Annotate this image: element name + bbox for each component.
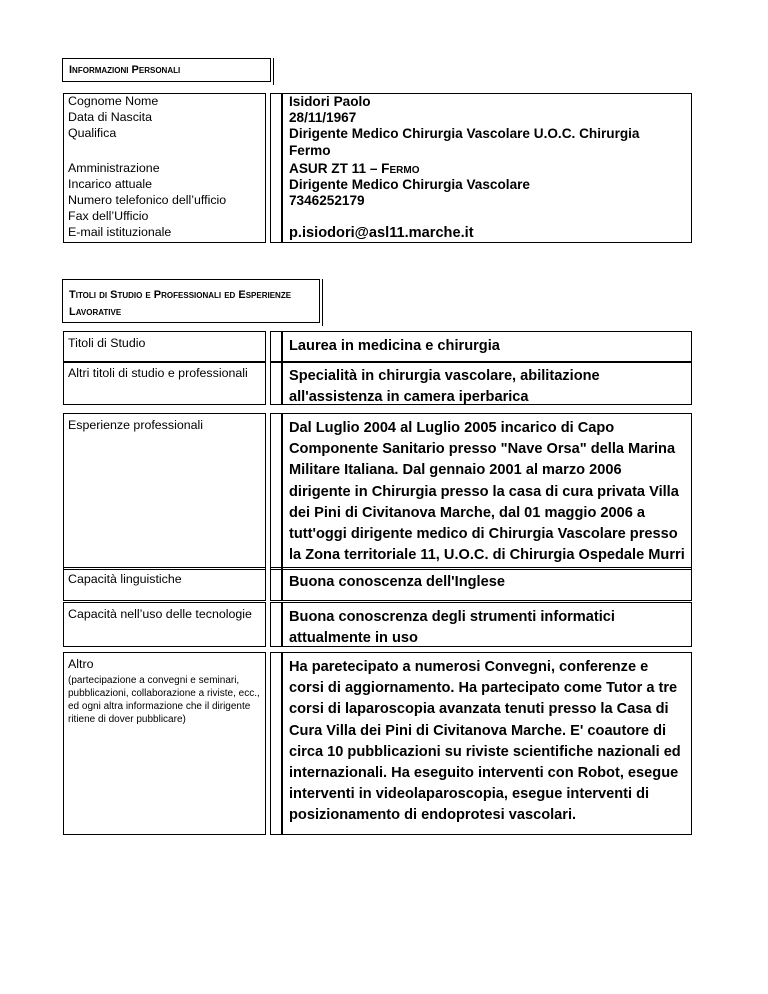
spacer-column xyxy=(270,413,282,570)
label-altri-titoli: Altri titoli di studio e professionali xyxy=(63,361,266,405)
personal-labels-box xyxy=(63,93,266,243)
label-email: E-mail istituzionale xyxy=(68,225,172,239)
personal-values-box xyxy=(282,93,692,243)
label-incarico: Incarico attuale xyxy=(68,177,153,191)
label-fax: Fax dell’Ufficio xyxy=(68,209,149,223)
value-incarico: Dirigente Medico Chirurgia Vascolare xyxy=(289,177,530,192)
label-qualifica: Qualifica xyxy=(68,126,117,140)
label-titoli-studio: Titoli di Studio xyxy=(63,331,266,363)
label-cognome-nome: Cognome Nome xyxy=(68,94,159,108)
value-titoli-studio: Laurea in medicina e chirurgia xyxy=(282,331,692,363)
label-telefono: Numero telefonico dell’ufficio xyxy=(68,193,227,207)
spacer-column xyxy=(270,602,282,647)
section-header-personal-info: Informazioni Personali xyxy=(62,58,271,82)
spacer-column xyxy=(270,361,282,405)
value-amministrazione: ASUR ZT 11 – Fermo xyxy=(289,161,420,176)
value-email: p.isiodori@asl11.marche.it xyxy=(289,225,474,241)
value-telefono: 7346252179 xyxy=(289,193,365,208)
spacer-column xyxy=(270,567,282,601)
value-altro: Ha paretecipato a numerosi Convegni, conferenze e corsi di aggiornamento. Ha partecipato come Tutor a tre corsi di laparoscopia avanzata tenuti presso la Casa di Cura Villa dei Pini di Civitanova Marche. E' coautore di circa 10 pubblicazioni su riviste scientifiche nazionali ed internazionali. Ha eseguito interventi con Robot, esegue interventi in videolaparoscopia, esegue interventi di posizionamento di endoprotesi vascolari. xyxy=(282,652,692,835)
label-altro: Altro xyxy=(68,657,94,671)
label-capacita-linguistiche: Capacità linguistiche xyxy=(63,567,266,601)
label-altro-note: (partecipazione a convegni e seminari, pubblicazioni, collaborazione a riviste, ecc., ed ogni altra informazione che il dirigente ritiene di dover pubblicare) xyxy=(68,675,260,725)
spacer-column xyxy=(270,652,282,835)
label-data-nascita: Data di Nascita xyxy=(68,110,153,124)
value-qualifica: Dirigente Medico Chirurgia Vascolare U.O.C. Chirurgia Fermo xyxy=(289,126,640,158)
value-altri-titoli: Specialità in chirurgia vascolare, abilitazione all'assistenza in camera iperbarica xyxy=(282,361,692,405)
label-altro-box xyxy=(63,652,266,835)
label-esperienze: Esperienze professionali xyxy=(63,413,266,570)
section-header-titoli-esperienze: Titoli di Studio e Professionali ed Esperienze Lavorative xyxy=(62,279,320,323)
label-amministrazione: Amministrazione xyxy=(68,161,160,175)
value-capacita-tecnologie: Buona conoscrenza degli strumenti informatici attualmente in uso xyxy=(282,602,692,647)
spacer-column xyxy=(270,331,282,363)
value-capacita-linguistiche: Buona conoscenza dell'Inglese xyxy=(282,567,692,601)
value-nome: Isidori Paolo xyxy=(289,94,371,109)
spacer-column xyxy=(270,93,282,243)
label-capacita-tecnologie: Capacità nell’uso delle tecnologie xyxy=(63,602,266,647)
value-nascita: 28/11/1967 xyxy=(289,110,357,125)
value-esperienze: Dal Luglio 2004 al Luglio 2005 incarico di Capo Componente Sanitario presso "Nave Orsa" della Marina Militare Italiana. Dal gennaio 2001 al marzo 2006 dirigente in Chirurgia presso la casa di cura privata Villa dei Pini di Civitanova Marche, dal 01 maggio 2006 a tutt'oggi dirigente medico di Chirurgia Vascolare presso la Zona territoriale 11, U.O.C. di Chirurgia Ospedale Murri xyxy=(282,413,692,570)
